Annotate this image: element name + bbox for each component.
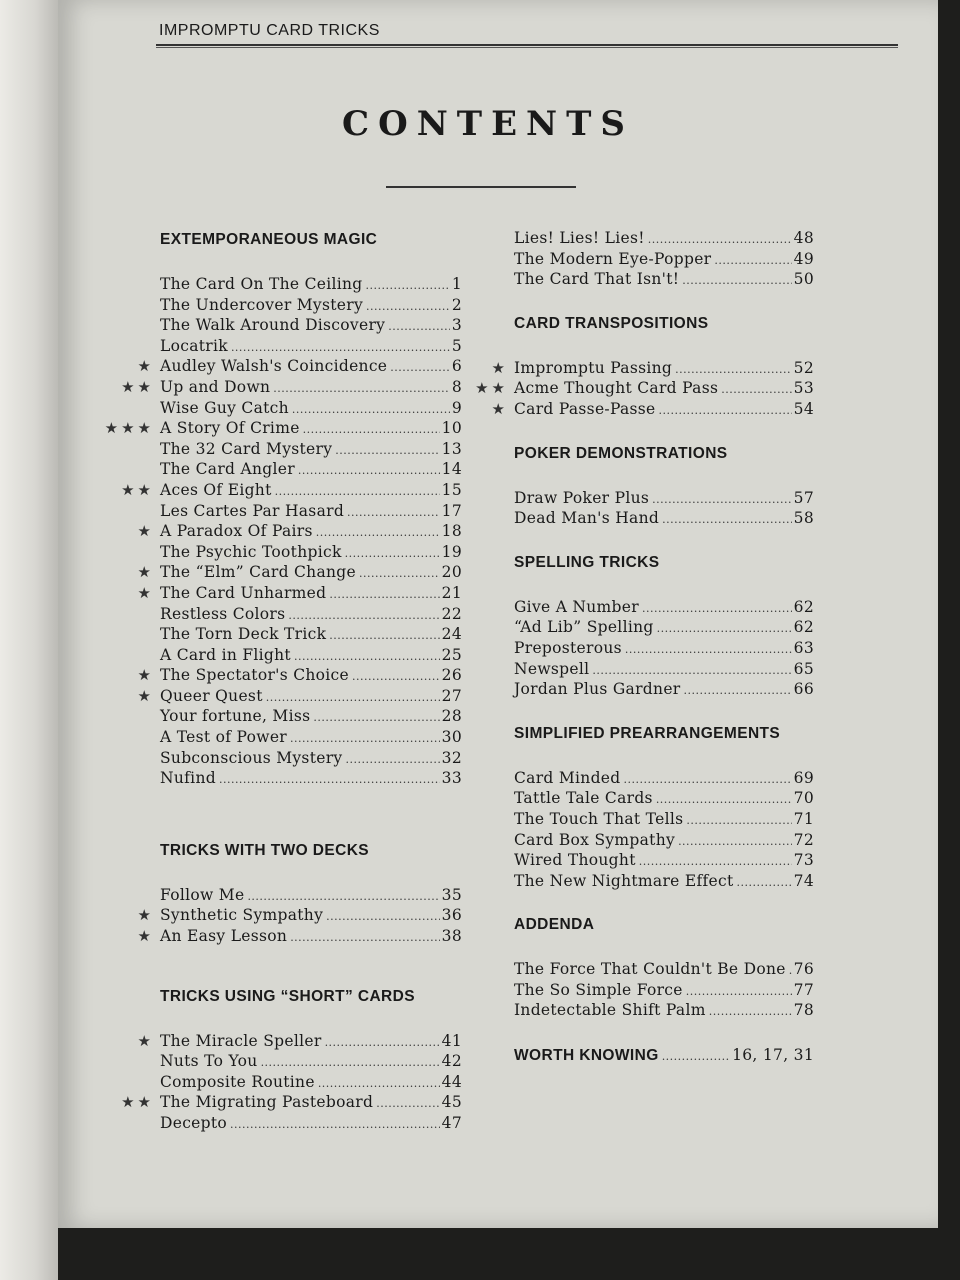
leader-dots <box>366 297 450 318</box>
leader-dots <box>656 790 792 811</box>
contents-entry <box>160 336 462 357</box>
rating-star-icon: ★★ <box>121 1093 154 1112</box>
leader-dots <box>230 1115 440 1136</box>
entry-page-number: 53 <box>793 379 814 398</box>
entry-title: The 32 Card Mystery <box>160 439 333 458</box>
entry-page-number: 45 <box>441 1093 462 1112</box>
entry-title: Tattle Tale Cards <box>514 789 653 808</box>
contents-entry <box>104 418 462 439</box>
leader-dots <box>345 750 439 771</box>
rating-star-icon: ★ <box>491 399 508 418</box>
entry-title: The Touch That Tells <box>514 809 684 828</box>
entry-page-number: 38 <box>441 927 462 946</box>
rating-star-icon: ★ <box>137 666 154 685</box>
entry-page-number: 65 <box>793 659 814 678</box>
entry-title: Acme Thought Card Pass <box>514 379 719 398</box>
leader-dots <box>366 276 450 297</box>
contents-entry <box>514 980 814 1001</box>
contents-entry <box>475 378 814 399</box>
entry-page-number: 77 <box>793 980 814 999</box>
entry-title: A Test of Power <box>160 728 288 747</box>
contents-entry <box>137 686 462 707</box>
section-tricks-with-two-decks <box>137 841 462 947</box>
entry-title: The Card Angler <box>160 460 295 479</box>
rating-star-icon: ★★★ <box>104 419 154 438</box>
rating-star-icon: ★★ <box>121 480 154 499</box>
entry-title: Nuts To You <box>160 1052 258 1071</box>
leader-dots <box>316 523 440 544</box>
contents-entry <box>160 604 462 625</box>
entry-title: A Card in Flight <box>160 645 291 664</box>
contents-left-column <box>104 230 462 1134</box>
entry-title: Card Box Sympathy <box>514 830 676 849</box>
entry-title: The Modern Eye-Popper <box>514 249 712 268</box>
contents-entry <box>137 356 462 377</box>
leader-dots <box>642 599 792 620</box>
entry-page-number: 66 <box>793 680 814 699</box>
entry-list <box>104 274 462 789</box>
contents-entry <box>514 228 814 249</box>
contents-entry <box>160 645 462 666</box>
contents-entry <box>514 508 814 529</box>
entry-page-number: 62 <box>793 597 814 616</box>
entry-title: Restless Colors <box>160 604 286 623</box>
entry-page-number: 42 <box>441 1052 462 1071</box>
entry-page-number: 54 <box>793 399 814 418</box>
contents-entry <box>160 706 462 727</box>
entry-page-number: 47 <box>441 1114 462 1132</box>
entry-title: The Psychic Toothpick <box>160 542 342 561</box>
contents-entry <box>514 959 814 980</box>
leader-dots <box>652 490 792 511</box>
leader-dots <box>662 510 792 531</box>
entry-title: The Card Unharmed <box>160 583 327 602</box>
leader-dots <box>288 606 439 627</box>
entry-list <box>137 885 462 947</box>
contents-entry <box>160 885 462 906</box>
rating-star-icon: ★ <box>137 1031 154 1050</box>
entry-page-number: 73 <box>793 851 814 870</box>
entry-page-number: 25 <box>441 645 462 664</box>
entry-title: Les Cartes Par Hasard <box>160 501 345 520</box>
title-rule <box>386 186 576 188</box>
entry-page-number: 36 <box>441 906 462 925</box>
section-heading: CARD TRANSPOSITIONS <box>514 314 709 332</box>
continued-entry-list <box>514 228 814 290</box>
contents-entry <box>514 1000 814 1021</box>
entry-list <box>475 358 814 420</box>
contents-entry <box>137 905 462 926</box>
entry-page-number: 50 <box>793 270 814 289</box>
entry-title: Nufind <box>160 769 216 788</box>
rating-star-icon: ★ <box>491 358 508 377</box>
contents-entry <box>160 1113 462 1134</box>
leader-dots <box>686 982 792 1003</box>
rating-star-icon: ★ <box>137 583 154 602</box>
entry-title: Audley Walsh's Coincidence <box>160 357 388 376</box>
entry-title: Your fortune, Miss <box>160 707 311 726</box>
entry-page-number: 33 <box>441 769 462 788</box>
leader-dots <box>219 770 440 791</box>
contents-entry <box>160 315 462 336</box>
entry-title: Jordan Plus Gardner <box>514 680 681 699</box>
entry-page-number: 10 <box>441 419 462 438</box>
contents-entry <box>160 542 462 563</box>
leader-dots <box>261 1053 440 1074</box>
entry-title: Card Minded <box>514 768 621 787</box>
entry-title: Newspell <box>514 659 590 678</box>
section-simplified-prearrangements <box>514 724 814 892</box>
leader-dots <box>657 619 792 640</box>
contents-entry <box>514 809 814 830</box>
leader-dots <box>347 503 440 524</box>
entry-page-number: 3 <box>451 316 462 335</box>
contents-entry <box>514 850 814 871</box>
leader-dots <box>659 401 792 422</box>
entry-list <box>121 1031 462 1134</box>
worth-knowing-entry <box>514 1045 814 1066</box>
rating-star-icon: ★ <box>137 357 154 376</box>
leader-dots <box>388 317 450 338</box>
entry-page-number: 5 <box>451 336 462 355</box>
leader-dots <box>318 1074 440 1095</box>
section-heading: POKER DEMONSTRATIONS <box>514 444 728 462</box>
leader-dots <box>376 1094 439 1115</box>
contents-entry <box>121 377 462 398</box>
entry-title: Up and Down <box>160 377 271 396</box>
leader-dots <box>624 770 792 791</box>
entry-title: Draw Poker Plus <box>514 488 650 507</box>
contents-entry <box>137 562 462 583</box>
contents-entry <box>514 269 814 290</box>
entry-page-number: 58 <box>793 509 814 528</box>
leader-dots <box>648 230 792 251</box>
section-card-transpositions <box>475 314 814 420</box>
entry-title: The Miracle Speller <box>160 1031 322 1050</box>
rating-star-icon: ★ <box>137 522 154 541</box>
contents-entry <box>514 249 814 270</box>
contents-entry <box>160 501 462 522</box>
leader-dots <box>335 441 439 462</box>
leader-dots <box>231 338 450 359</box>
entry-page-number: 57 <box>793 488 814 507</box>
leader-dots <box>675 360 792 381</box>
entry-page-number: 41 <box>441 1031 462 1050</box>
entry-list <box>514 488 814 529</box>
contents-entry <box>160 624 462 645</box>
entry-page-number: 17 <box>441 501 462 520</box>
leader-dots <box>329 626 439 647</box>
entry-list <box>514 597 814 700</box>
contents-entry <box>121 480 462 501</box>
entry-title: Wired Thought <box>514 851 636 870</box>
entry-page-number: 49 <box>793 249 814 268</box>
entry-page-number: 70 <box>793 789 814 808</box>
entry-title: The Torn Deck Trick <box>160 625 327 644</box>
entry-page-number: 28 <box>441 707 462 726</box>
contents-entry <box>160 727 462 748</box>
contents-entry <box>160 768 462 789</box>
entry-page-number: 78 <box>793 1001 814 1020</box>
contents-entry <box>137 665 462 686</box>
entry-page-number: 76 <box>793 960 814 979</box>
section-heading: ADDENDA <box>514 916 595 934</box>
entry-title: Dead Man's Hand <box>514 509 660 528</box>
book-page <box>58 0 938 1228</box>
rating-star-icon: ★★ <box>475 379 508 398</box>
entry-page-number: 6 <box>451 357 462 376</box>
section-tricks-using-short-cards <box>121 987 462 1134</box>
section-spelling-tricks <box>514 553 814 700</box>
entry-page-number: 8 <box>451 377 462 396</box>
entry-page-number: 63 <box>793 638 814 657</box>
leader-dots <box>682 271 791 292</box>
contents-entry <box>514 768 814 789</box>
entry-page-number: 62 <box>793 618 814 637</box>
entry-page-number: 35 <box>441 885 462 904</box>
entry-title: Synthetic Sympathy <box>160 906 324 925</box>
section-heading: TRICKS USING “SHORT” CARDS <box>160 987 415 1005</box>
entry-list <box>514 768 814 892</box>
contents-entry <box>160 1051 462 1072</box>
contents-entry <box>491 399 814 420</box>
entry-title: Queer Quest <box>160 686 263 705</box>
entry-title: A Paradox Of Pairs <box>160 522 313 541</box>
leader-dots <box>273 379 450 400</box>
rating-star-icon: ★ <box>137 927 154 946</box>
worth-knowing-label: WORTH KNOWING <box>514 1047 659 1065</box>
contents-entry <box>514 659 814 680</box>
contents-entry <box>160 459 462 480</box>
entry-title: The Undercover Mystery <box>160 295 363 314</box>
rating-star-icon: ★ <box>137 906 154 925</box>
rating-star-icon: ★★ <box>121 377 154 396</box>
entry-title: Decepto <box>160 1114 228 1132</box>
leader-dots <box>294 647 440 668</box>
section-addenda <box>514 915 814 1021</box>
leader-dots <box>592 661 791 682</box>
entry-title: The Card That Isn't! <box>514 270 680 289</box>
contents-entry <box>491 358 814 379</box>
entry-page-number: 74 <box>793 871 814 890</box>
contents-entry <box>160 1072 462 1093</box>
entry-title: An Easy Lesson <box>160 927 288 946</box>
leader-dots <box>639 852 792 873</box>
leader-dots <box>326 907 440 928</box>
entry-title: A Story Of Crime <box>160 419 300 438</box>
leader-dots <box>684 681 792 702</box>
entry-page-number: 19 <box>441 542 462 561</box>
section-heading: TRICKS WITH TWO DECKS <box>160 841 370 859</box>
entry-page-number: 9 <box>451 398 462 417</box>
entry-page-number: 52 <box>793 358 814 377</box>
entry-page-number: 20 <box>441 563 462 582</box>
leader-dots <box>678 832 792 853</box>
leader-dots <box>662 1047 730 1068</box>
entry-page-number: 22 <box>441 604 462 623</box>
leader-dots <box>313 708 439 729</box>
facing-page-edge <box>0 0 58 1280</box>
entry-page-number: 32 <box>441 748 462 767</box>
contents-entry <box>160 748 462 769</box>
rating-star-icon: ★ <box>137 563 154 582</box>
rating-star-icon: ★ <box>137 686 154 705</box>
contents-entry <box>514 638 814 659</box>
entry-page-number: 72 <box>793 830 814 849</box>
entry-title: Wise Guy Catch <box>160 398 289 417</box>
entry-title: Follow Me <box>160 885 245 904</box>
contents-entry <box>514 617 814 638</box>
contents-entry <box>160 439 462 460</box>
entry-title: Give A Number <box>514 597 639 616</box>
running-head: IMPROMPTU CARD TRICKS <box>159 22 380 39</box>
contents-entry <box>160 295 462 316</box>
entry-page-number: 14 <box>441 460 462 479</box>
contents-right-column <box>475 228 814 1066</box>
leader-dots <box>352 667 440 688</box>
contents-entry <box>137 521 462 542</box>
entry-list <box>514 959 814 1021</box>
contents-entry <box>160 398 462 419</box>
entry-title: The So Simple Force <box>514 980 683 999</box>
leader-dots <box>359 564 440 585</box>
entry-page-number: 30 <box>441 728 462 747</box>
entry-title: The Migrating Pasteboard <box>160 1093 374 1112</box>
page-title: CONTENTS <box>342 104 634 144</box>
leader-dots <box>329 585 439 606</box>
entry-title: Composite Routine <box>160 1072 315 1091</box>
entry-page-number: 13 <box>441 439 462 458</box>
entry-page-number: 18 <box>441 522 462 541</box>
leader-dots <box>390 358 450 379</box>
entry-title: The Spectator's Choice <box>160 666 349 685</box>
leader-dots <box>290 729 440 750</box>
leader-dots <box>292 400 450 421</box>
entry-page-number: 15 <box>441 480 462 499</box>
entry-page-number: 2 <box>451 295 462 314</box>
contents-entry <box>514 788 814 809</box>
leader-dots <box>686 811 791 832</box>
contents-entry <box>514 679 814 700</box>
entry-page-number: 24 <box>441 625 462 644</box>
leader-dots <box>709 1002 792 1023</box>
contents-entry <box>137 1031 462 1052</box>
entry-title: The Walk Around Discovery <box>160 316 386 335</box>
section-heading: SPELLING TRICKS <box>514 553 660 571</box>
section-heading: EXTEMPORANEOUS MAGIC <box>160 231 378 248</box>
entry-title: Aces Of Eight <box>160 480 272 499</box>
entry-title: The Force That Couldn't Be Done <box>514 960 786 979</box>
entry-page-number: 48 <box>793 229 814 247</box>
contents-entry <box>514 830 814 851</box>
entry-page-number: 27 <box>441 686 462 705</box>
entry-page-number: 26 <box>441 666 462 685</box>
entry-title: Subconscious Mystery <box>160 748 343 767</box>
leader-dots <box>303 420 440 441</box>
leader-dots <box>266 688 440 709</box>
contents-entry <box>514 488 814 509</box>
worth-knowing-pages: 16, 17, 31 <box>732 1046 814 1065</box>
section-heading: SIMPLIFIED PREARRANGEMENTS <box>514 724 781 742</box>
leader-dots <box>247 887 439 908</box>
leader-dots <box>625 640 792 661</box>
contents-entry <box>137 926 462 947</box>
entry-page-number: 69 <box>793 768 814 787</box>
section-extemporaneous-magic <box>104 230 462 789</box>
leader-dots <box>298 461 440 482</box>
leader-dots <box>345 544 440 565</box>
contents-entry <box>160 274 462 295</box>
entry-page-number: 71 <box>793 809 814 828</box>
entry-title: Preposterous <box>514 638 622 657</box>
leader-dots <box>737 873 792 894</box>
entry-title: Card Passe-Passe <box>514 399 656 418</box>
contents-entry <box>514 871 814 892</box>
entry-title: The Card On The Ceiling <box>160 275 363 293</box>
leader-dots <box>290 928 439 949</box>
leader-dots <box>721 380 791 401</box>
contents-entry <box>137 583 462 604</box>
entry-page-number: 1 <box>451 275 462 293</box>
entry-title: The New Nightmare Effect <box>514 871 734 890</box>
entry-title: “Ad Lib” Spelling <box>514 618 654 637</box>
leader-dots <box>714 251 791 272</box>
leader-dots <box>275 482 440 503</box>
entry-page-number: 21 <box>441 583 462 602</box>
section-poker-demonstrations <box>514 444 814 529</box>
entry-title: Indetectable Shift Palm <box>514 1001 706 1020</box>
leader-dots <box>325 1033 440 1054</box>
contents-entry <box>121 1092 462 1113</box>
contents-entry <box>514 597 814 618</box>
entry-title: The “Elm” Card Change <box>160 563 356 582</box>
entry-title: Impromptu Passing <box>514 358 673 377</box>
entry-page-number: 44 <box>441 1072 462 1091</box>
entry-title: Locatrik <box>160 336 228 355</box>
entry-title: Lies! Lies! Lies! <box>514 229 645 247</box>
running-head-rule <box>156 44 898 48</box>
